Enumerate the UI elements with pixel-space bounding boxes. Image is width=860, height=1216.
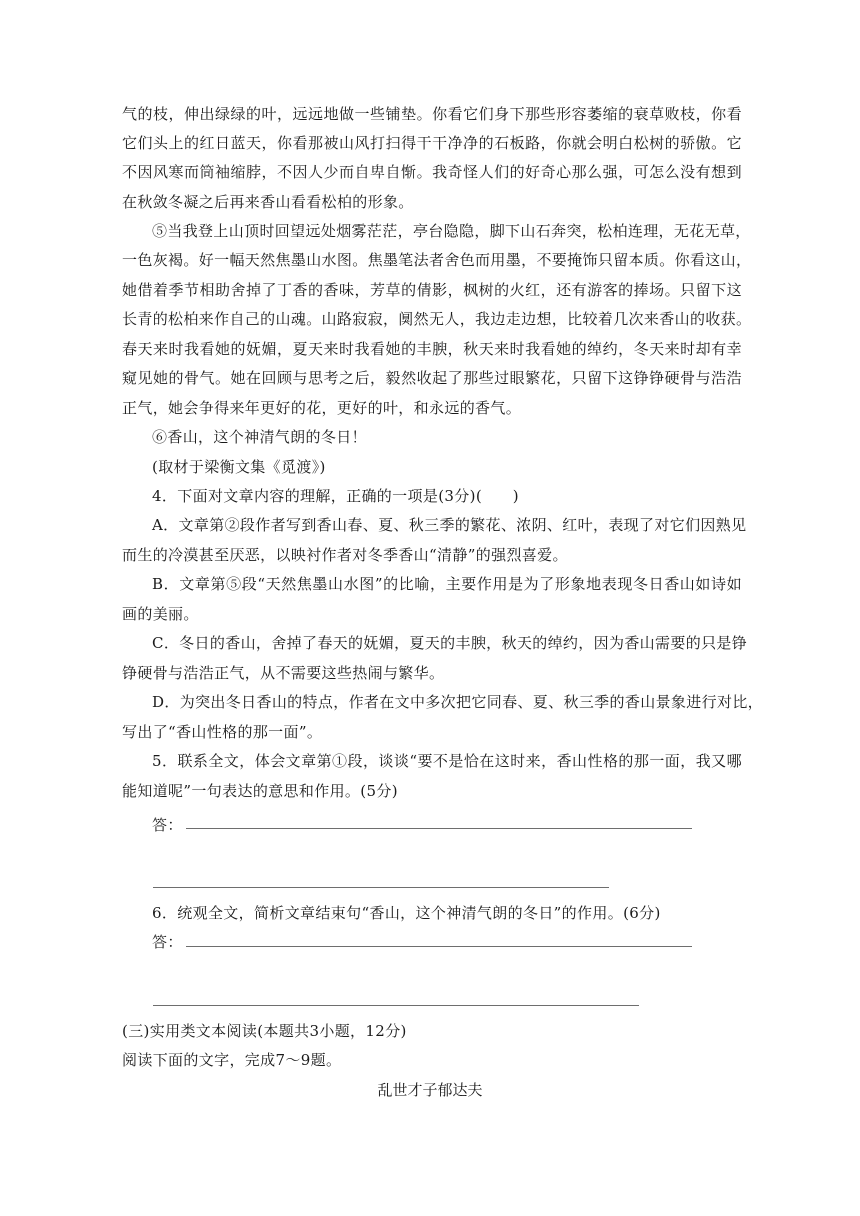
question-5-stem: 5．联系全文，体会文章第①段，谈谈“要不是恰在这时来，香山性格的那一面，我又哪 (152, 752, 742, 770)
article-title: 乱世才子郁达夫 (377, 1081, 483, 1099)
question-4-option-c-cont: 铮硬骨与浩浩正气，从不需要这些热闹与繁华。 (122, 664, 445, 682)
question-6-stem: 6．统观全文，简析文章结束句“香山，这个神清气朗的冬日”的作用。(6分) (152, 904, 661, 922)
section-heading: (三)实用类文本阅读(本题共3小题，12分) (122, 1022, 407, 1040)
question-5-stem-cont: 能知道呢”一句表达的意思和作用。(5分) (122, 782, 398, 800)
question-6-answer-line[interactable] (186, 946, 692, 947)
paragraph-5-line: 正气，她会争得来年更好的花，更好的叶，和永远的香气。 (122, 399, 522, 417)
paragraph-6: ⑥香山，这个神清气朗的冬日！ (152, 428, 367, 446)
question-4-option-b: B．文章第⑤段“天然焦墨山水图”的比喻，主要作用是为了形象地表现冬日香山如诗如 (152, 575, 742, 593)
question-4-option-a-cont: 而生的冷漠甚至厌恶，以映衬作者对冬季香山“清静”的强烈喜爱。 (122, 546, 568, 564)
question-4-option-b-cont: 画的美丽。 (122, 605, 199, 623)
paragraph-5-line: 一色灰褐。好一幅天然焦墨山水图。焦墨笔法者舍色而用墨，不要掩饰只留本质。你看这山， (122, 251, 752, 269)
question-5-answer-line[interactable] (153, 887, 609, 888)
paragraph-line: 在秋敛冬凝之后再来香山看看松柏的形象。 (122, 193, 414, 211)
paragraph-5-line: ⑤当我登上山顶时回望远处烟雾茫茫，亭台隐隐，脚下山石奔突，松柏连理，无花无草， (152, 222, 751, 240)
question-4-option-a: A．文章第②段作者写到香山春、夏、秋三季的繁花、浓阴、红叶，表现了对它们因熟见 (152, 516, 747, 534)
reading-instruction: 阅读下面的文字，完成7～9题。 (122, 1051, 342, 1069)
paragraph-line: 不因风寒而筒袖缩脖，不因人少而自卑自惭。我奇怪人们的好奇心那么强，可怎么没有想到 (122, 163, 742, 181)
question-6-answer-label: 答： (152, 933, 183, 951)
paragraph-5-line: 长青的松柏来作自己的山魂。山路寂寂，阒然无人，我边走边想，比较着几次来香山的收获。 (122, 310, 752, 328)
source-citation: (取材于梁衡文集《觅渡》) (152, 458, 326, 476)
question-4-stem: 4．下面对文章内容的理解，正确的一项是(3分)( ) (152, 487, 519, 505)
question-4-option-d-cont: 写出了“香山性格的那一面”。 (122, 723, 323, 741)
question-4-option-d: D．为突出冬日香山的特点，作者在文中多次把它同春、夏、秋三季的香山景象进行对比， (152, 693, 764, 711)
question-5-answer-line[interactable] (186, 828, 692, 829)
question-5-answer-label: 答： (152, 816, 183, 834)
paragraph-line: 它们头上的红日蓝天，你看那被山风打扫得干干净净的石板路，你就会明白松树的骄傲。它 (122, 134, 742, 152)
paragraph-5-line: 春天来时我看她的妩媚，夏天来时我看她的丰腴，秋天来时我看她的绰约，冬天来时却有幸 (122, 340, 742, 358)
paragraph-5-line: 窥见她的骨气。她在回顾与思考之后，毅然收起了那些过眼繁花，只留下这铮铮硬骨与浩浩 (122, 369, 742, 387)
question-6-answer-line[interactable] (153, 1005, 639, 1006)
paragraph-5-line: 她借着季节相助舍掉了丁香的香味，芳草的倩影，枫树的火红，还有游客的捧场。只留下这 (122, 281, 742, 299)
question-4-option-c: C．冬日的香山，舍掉了春天的妩媚，夏天的丰腴，秋天的绰约，因为香山需要的只是铮 (152, 634, 748, 652)
paragraph-line: 气的枝，伸出绿绿的叶，远远地做一些铺垫。你看它们身下那些形容萎缩的衰草败枝，你看 (122, 105, 742, 123)
